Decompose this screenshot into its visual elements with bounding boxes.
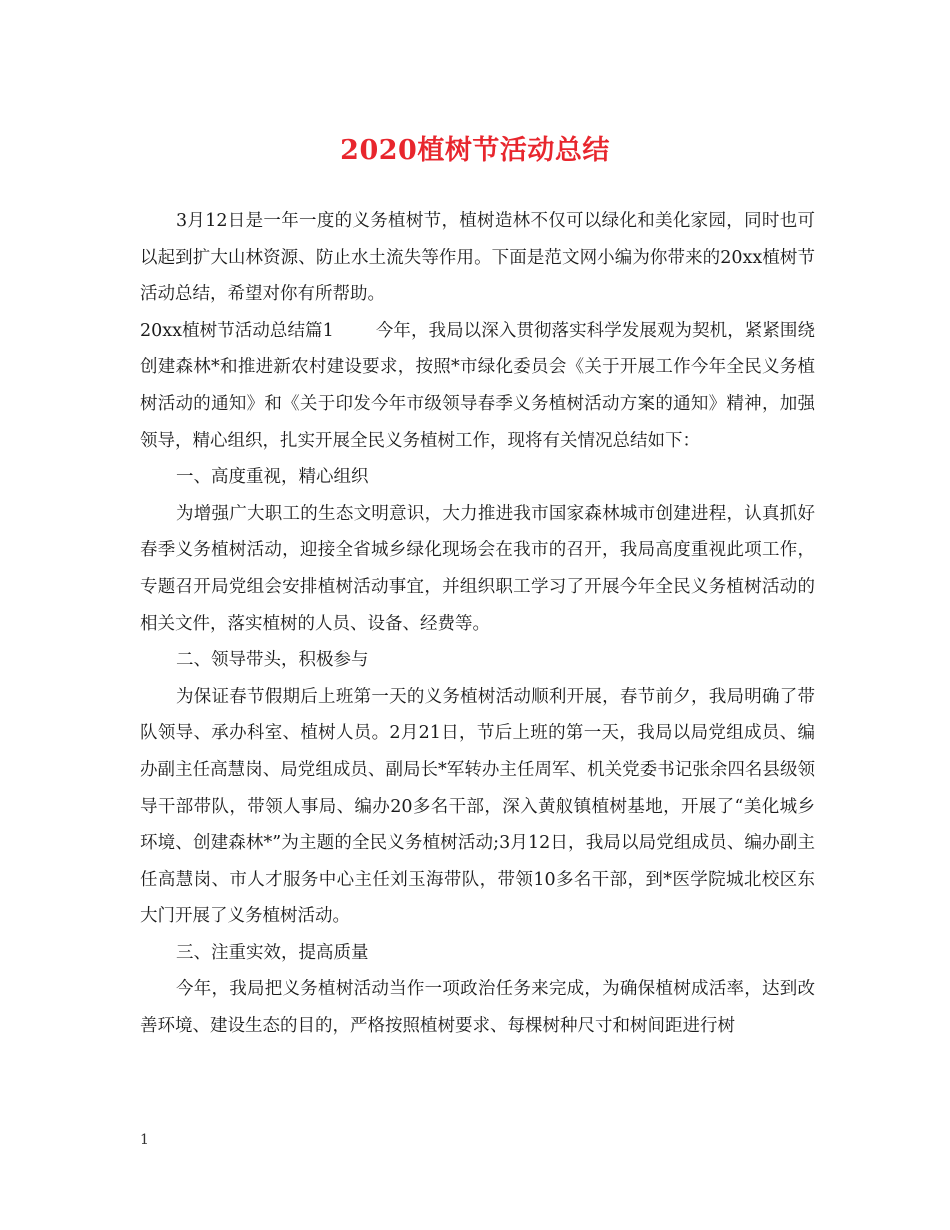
section1-paragraph: 为增强广大职工的生态文明意识，大力推进我市国家森林城市创建进程，认真抓好春季义务植树活动，迎接全省城乡绿化现场会在我市的召开，我局高度重视此项工作，专题召开局党组会安排植树活动事宜，并组织职工学习了开展今年全民义务植树活动的相关文件，落实植树的人员、设备、经费等。	[140, 503, 815, 634]
section2-heading: 二、领导带头，积极参与	[176, 650, 369, 671]
document-body	[140, 203, 815, 1045]
part-text: 今年，我局以深入贯彻落实科学发展观为契机，紧紧围绕创建森林*和推进新农村建设要求，按照*市绿化委员会《关于开展工作今年全民义务植树活动的通知》和《关于印发今年市级领导春季义务植树活动方案的通知》精神，加强领导，精心组织，扎实开展全民义务植树工作，现将有关情况总结如下：	[140, 320, 815, 451]
page-number: 1	[140, 1132, 149, 1148]
section1-heading: 一、高度重视，精心组织	[176, 467, 369, 488]
section2-paragraph: 为保证春节假期后上班第一天的义务植树活动顺利开展，春节前夕，我局明确了带队领导、承办科室、植树人员。2月21日，节后上班的第一天，我局以局党组成员、编办副主任高慧岗、局党组成员、副局长*军转办主任周军、机关党委书记张余四名县级领导干部带队，带领人事局、编办20多名干部，深入黄舣镇植树基地，开展了“美化城乡环境、创建森林*”为主题的全民义务植树活动;3月12日，我局以局党组成员、编办副主任高慧岗、市人才服务中心主任刘玉海带队，带领10多名干部，到*医学院城北校区东大门开展了义务植树活动。	[140, 686, 815, 927]
document-title: 2020植树节活动总结	[340, 135, 610, 166]
intro-paragraph: 3月12日是一年一度的义务植树节，植树造林不仅可以绿化和美化家园，同时也可以起到扩大山林资源、防止水土流失等作用。下面是范文网小编为你带来的20xx植树节活动总结，希望对你有所帮助。	[140, 211, 815, 305]
section3-heading: 三、注重实效，提高质量	[176, 942, 369, 963]
section3-paragraph: 今年，我局把义务植树活动当作一项政治任务来完成，为确保植树成活率，达到改善环境、建设生态的目的，严格按照植树要求、每棵树种尺寸和树间距进行树	[140, 979, 815, 1037]
part-label: 20xx植树节活动总结篇1	[140, 320, 334, 341]
part-paragraph	[140, 313, 815, 459]
